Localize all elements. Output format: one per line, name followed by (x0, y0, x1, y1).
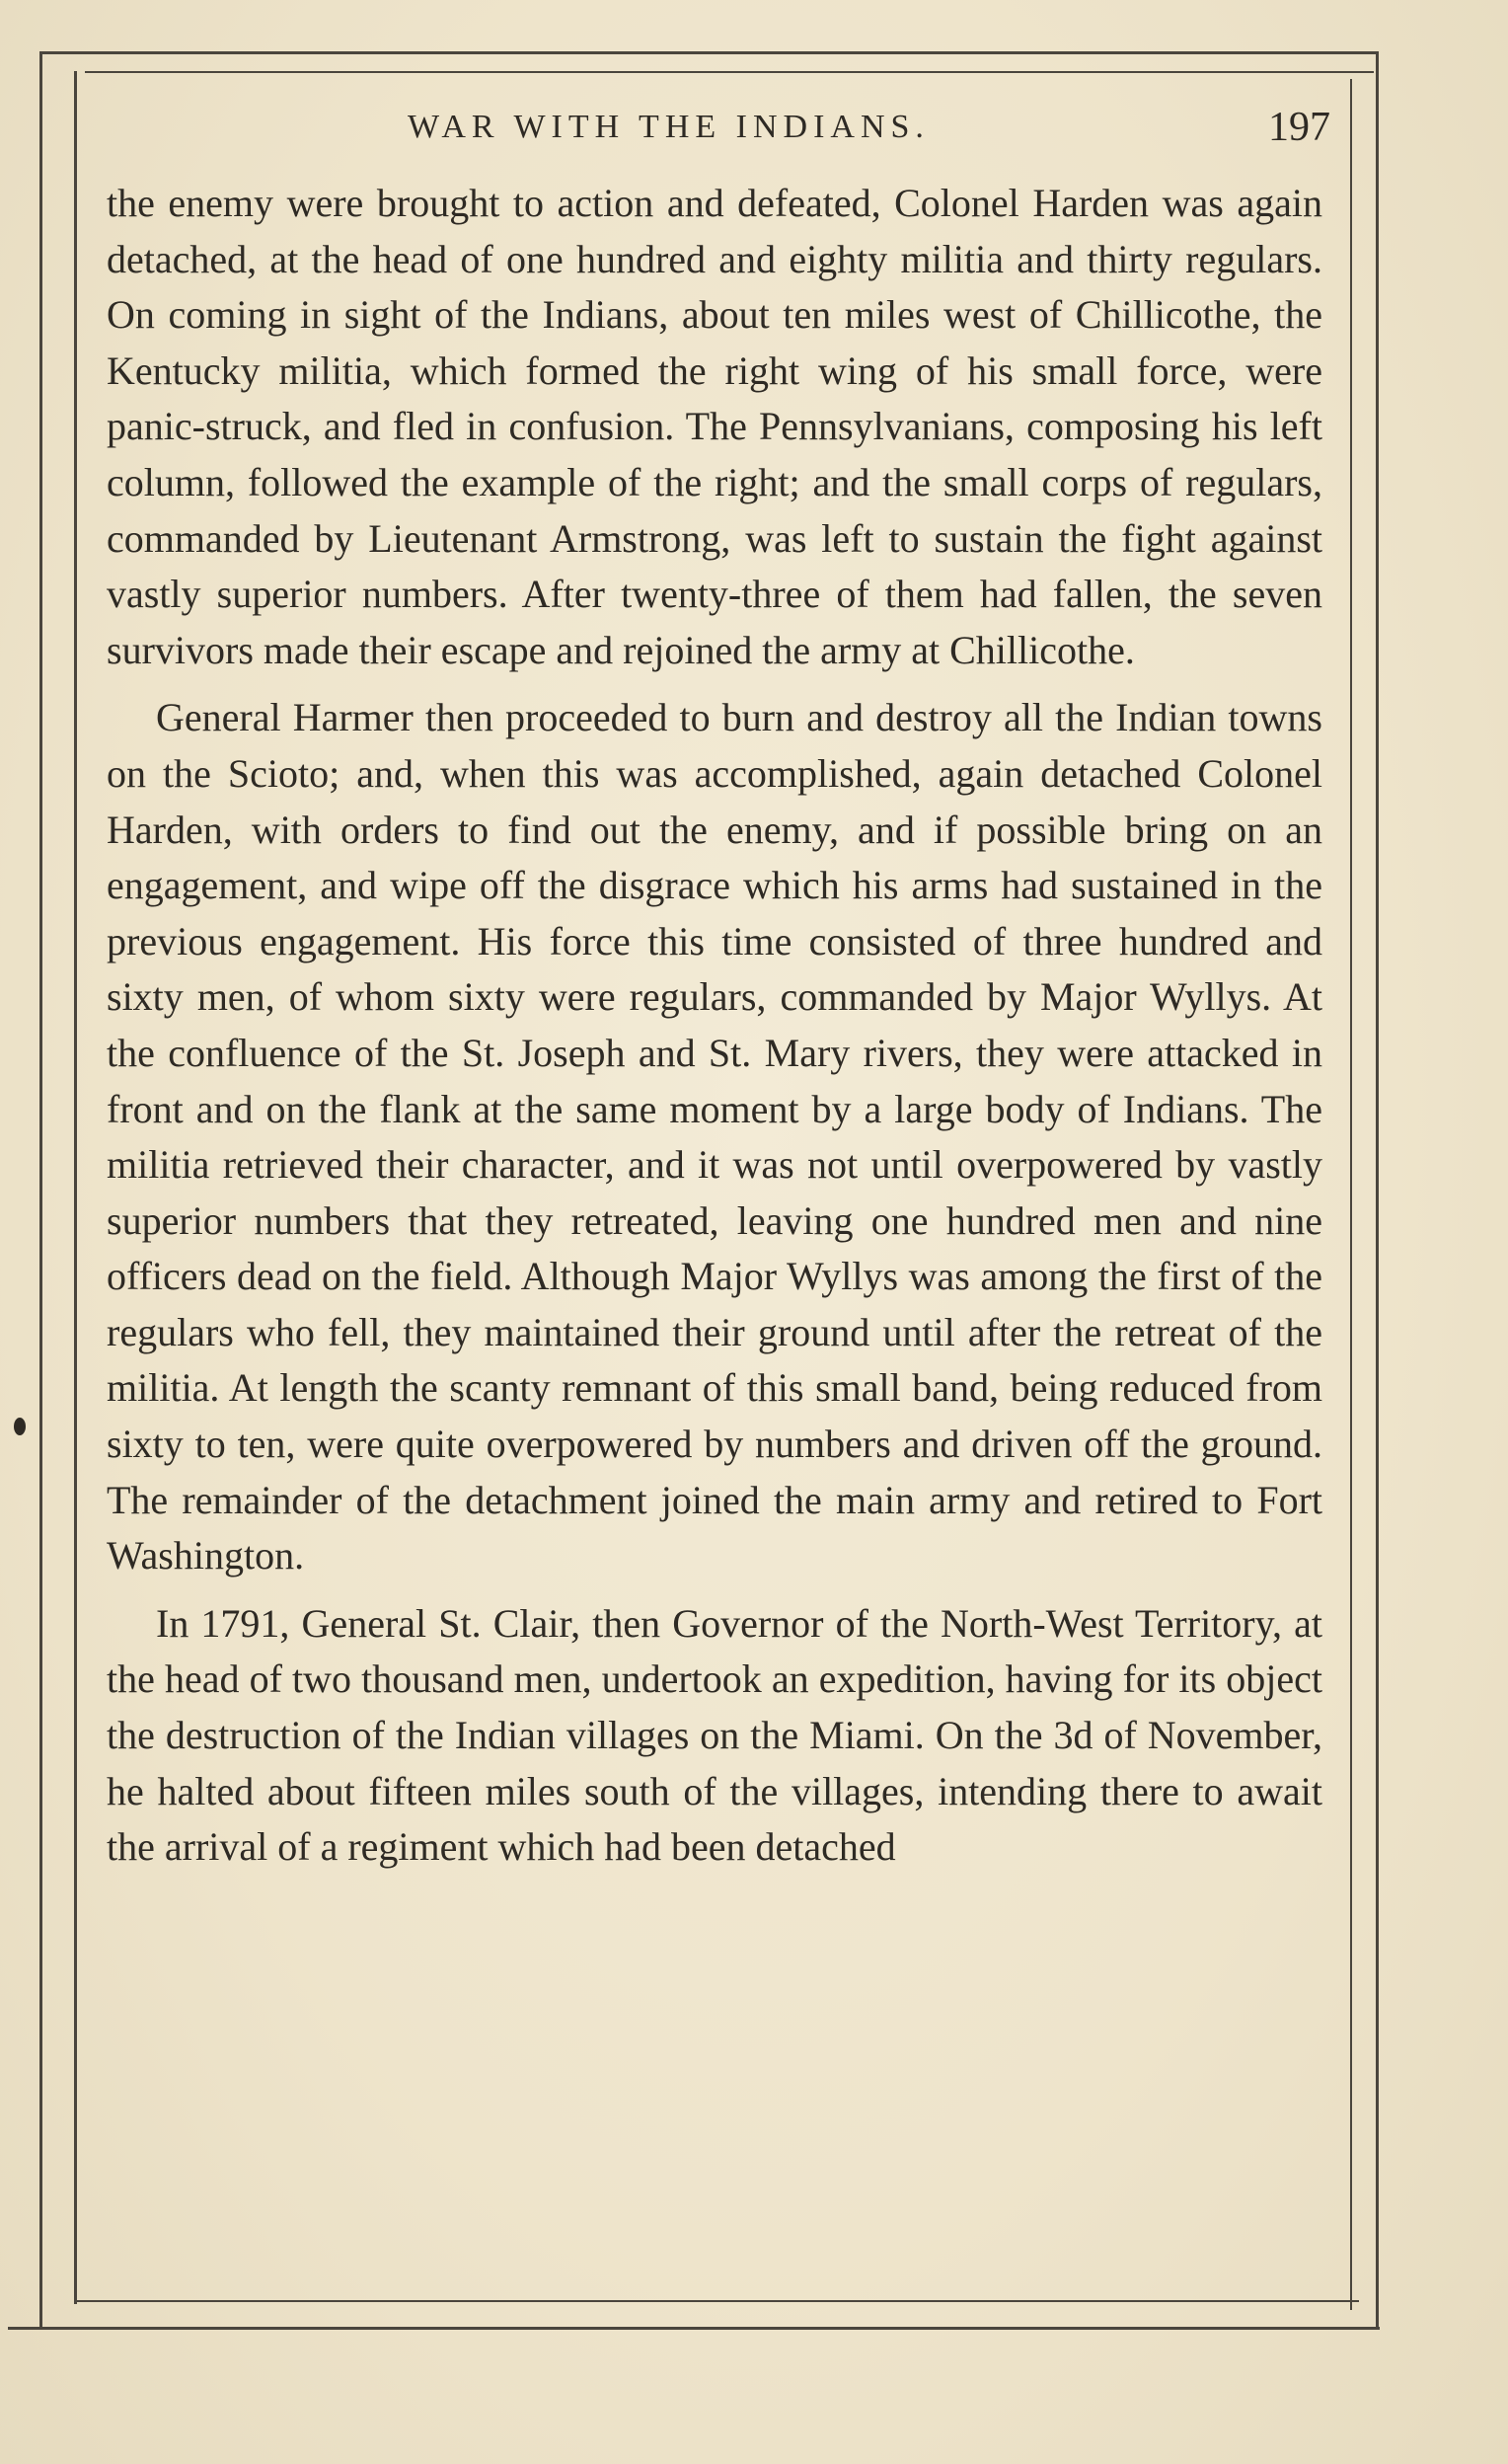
inner-border-bottom (74, 2300, 1359, 2302)
outer-border-bottom (8, 2327, 1380, 2330)
paragraph-3: In 1791, General St. Clair, then Governor of the North-West Territory, at the head of two thousand men, undertook an expedition, having for its object the destruction of the Indian villages on the Miami. On the 3d of November, he halted about fifteen miles south of the villages, intending there to await the arrival of a regiment which had been detached (107, 1600, 1322, 1870)
page-header (107, 103, 1330, 162)
paragraph-2: General Harmer then proceeded to burn and destroy all the Indian towns on the Scioto; and, when this was accomplished, again detached Colonel Harden, with orders to find out the enemy, and if possible bring on an engagement, and wipe off the disgrace which his arms had sustained in the previous engagement. His force this time consisted of three hundred and sixty men, of whom sixty were regulars, commanded by Major Wyllys. At the confluence of the St. Joseph and St. Mary rivers, they were attacked in front and on the flank at the same moment by a large body of Indians. The militia retrieved their character, and it was not until overpowered by vastly superior numbers that they retreated, leaving one hundred men and nine officers dead on the field. Although Major Wyllys was among the first of the regulars who fell, they maintained their ground until after the retreat of the militia. At length the scanty remnant of this small band, being reduced from sixty to ten, were quite overpowered by numbers and driven off the ground. The remainder of the detachment joined the main army and retired to Fort Washington. (107, 695, 1322, 1578)
page-number: 197 (1268, 105, 1330, 150)
outer-border-top (39, 51, 1378, 54)
body-text (107, 176, 1322, 1876)
outer-border-right (1376, 51, 1379, 2327)
inner-border-top (85, 71, 1374, 73)
paragraph-1: the enemy were brought to action and defeated, Colonel Harden was again detached, at the head of one hundred and eighty militia and thirty regulars. On coming in sight of the Indians, about ten miles west of Chillicothe, the Kentucky militia, which formed the right wing of his small force, were panic-struck, and fled in confusion. The Pennsylvanians, composing his left column, followed the example of the right; and the small corps of regulars, commanded by Lieutenant Armstrong, was left to sustain the fight against vastly superior numbers. After twenty-three of them had fallen, the seven survivors made their escape and rejoined the army at Chillicothe. (107, 181, 1322, 672)
inner-border-left (74, 71, 77, 2304)
inner-border-right (1350, 79, 1352, 2310)
margin-ink-mark (14, 1418, 26, 1435)
outer-border-left (39, 51, 42, 2327)
running-head: WAR WITH THE INDIANS. (408, 109, 930, 145)
